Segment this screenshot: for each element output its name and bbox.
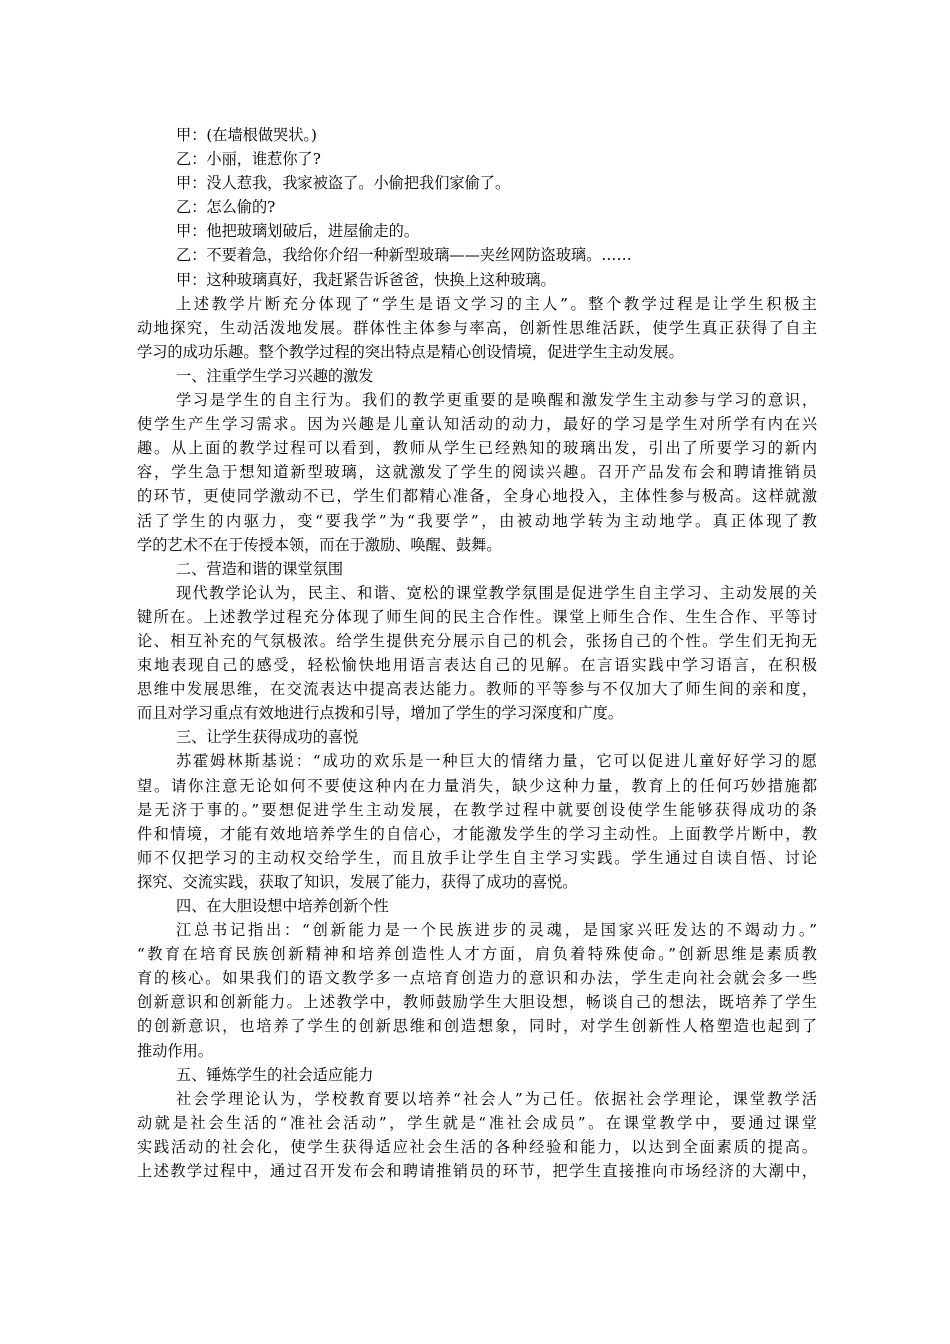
paragraph-line: 束地表现自己的感受，轻松愉快地用语言表达自己的见解。在言语实践中学习语言，在积极 xyxy=(137,656,817,675)
intro-paragraph xyxy=(137,292,817,364)
paragraph-line: 探究、交流实践，获取了知识，发展了能力，获得了成功的喜悦。 xyxy=(137,872,578,891)
section-paragraph xyxy=(137,1087,817,1183)
paragraph-line: 件和情境，才能有效地培养学生的自信心，才能激发学生的学习主动性。上面教学片断中，教 xyxy=(137,824,817,843)
dialogue-line: 甲：这种玻璃真好，我赶紧告诉爸爸，快换上这种玻璃。 xyxy=(176,270,556,289)
paragraph-line: 创新意识和创新能力。上述教学中，教师鼓励学生大胆设想，畅谈自己的想法，既培养了学生 xyxy=(137,993,817,1012)
dialogue-line: 乙：怎么偷的? xyxy=(176,198,276,217)
paragraph-line: 推动作用。 xyxy=(137,1041,213,1060)
document-page xyxy=(137,123,817,1183)
paragraph-line: 现代教学论认为，民主、和谐、宽松的课堂教学氛围是促进学生自主学习、主动发展的关 xyxy=(176,583,817,602)
section-paragraph xyxy=(137,388,817,557)
section-heading: 一、注重学生学习兴趣的激发 xyxy=(176,366,374,385)
paragraph-line: 社会学理论认为，学校教育要以培养“社会人”为己任。依据社会学理论，课堂教学活 xyxy=(176,1089,817,1108)
paragraph-line: 动地探究，生动活泼地发展。群体性主体参与率高，创新性思维活跃，使学生真正获得了自主 xyxy=(137,318,817,337)
paragraph-line: 江总书记指出：“创新能力是一个民族进步的灵魂，是国家兴旺发达的不竭动力。” xyxy=(176,921,817,940)
paragraph-line: 而且对学习重点有效地进行点拨和引导，增加了学生的学习深度和广度。 xyxy=(137,704,623,723)
paragraph-line: 上述教学片断充分体现了“学生是语文学习的主人”。整个教学过程是让学生积极主 xyxy=(176,294,817,313)
paragraph-line: 论、相互补充的气氛极浓。给学生提供充分展示自己的机会，张扬自己的个性。学生们无拘无 xyxy=(137,631,817,650)
section-paragraph xyxy=(137,749,817,894)
paragraph-line: 学的艺术不在于传授本领，而在于激励、唤醒、鼓舞。 xyxy=(137,535,502,554)
section-heading: 四、在大胆设想中培养创新个性 xyxy=(176,897,389,915)
dialogue-line: 甲：(在墙根做哭状。) xyxy=(176,126,317,144)
paragraph-line: 育的核心。如果我们的语文教学多一点培育创造力的意识和办法，学生走向社会就会多一些 xyxy=(137,969,817,988)
paragraph-line: 的创新意识，也培养了学生的创新思维和创造想象，同时，对学生创新性人格塑造也起到了 xyxy=(137,1017,817,1036)
paragraph-line: 望。请你注意无论如何不要使这种内在力量消失，缺少这种力量，教育上的任何巧妙措施都 xyxy=(137,776,817,795)
dialogue-line: 乙：小丽，谁惹你了? xyxy=(176,150,321,169)
paragraph-line: 趣。从上面的教学过程可以看到，教师从学生已经熟知的玻璃出发，引出了所要学习的新内 xyxy=(137,439,817,458)
paragraph-line: 动就是社会生活的“准社会活动”，学生就是“准社会成员”。在课堂教学中，要通过课堂 xyxy=(137,1113,817,1132)
paragraph-line: 实践活动的社会化，使学生获得适应社会生活的各种经验和能力，以达到全面素质的提高。 xyxy=(137,1137,817,1156)
paragraph-line: 苏霍姆林斯基说：“成功的欢乐是一种巨大的情绪力量，它可以促进儿童好好学习的愿 xyxy=(176,752,817,771)
paragraph-line: 容，学生急于想知道新型玻璃，这就激发了学生的阅读兴趣。召开产品发布会和聘请推销员 xyxy=(137,463,817,482)
section-heading: 二、营造和谐的课堂氛围 xyxy=(176,559,344,578)
section-paragraph xyxy=(137,918,817,1063)
section-paragraph xyxy=(137,581,817,726)
paragraph-line: 使学生产生学习需求。因为兴趣是儿童认知活动的动力，最好的学习是学生对所学有内在兴 xyxy=(137,415,817,434)
dialogue-line: 甲：他把玻璃划破后，进屋偷走的。 xyxy=(176,222,419,241)
dialogue-block xyxy=(137,123,817,292)
dialogue-line: 乙：不要着急，我给你介绍一种新型玻璃——夹丝网防盗玻璃。…… xyxy=(176,246,632,265)
paragraph-line: 是无济于事的。”要想促进学生主动发展，在教学过程中就要创设使学生能够获得成功的条 xyxy=(137,800,817,819)
paragraph-line: “教育在培育民族创新精神和培养创造性人才方面，肩负着特殊使命。”创新思维是素质教 xyxy=(137,945,817,964)
paragraph-line: 活了学生的内驱力，变“要我学”为“我要学”，由被动地学转为主动地学。真正体现了教 xyxy=(137,511,817,530)
paragraph-line: 学习是学生的自主行为。我们的教学更重要的是唤醒和激发学生主动参与学习的意识， xyxy=(176,391,817,410)
dialogue-line: 甲：没人惹我，我家被盗了。小偷把我们家偷了。 xyxy=(176,174,511,193)
paragraph-line: 键所在。上述教学过程充分体现了师生间的民主合作性。课堂上师生合作、生生合作、平等讨 xyxy=(137,607,817,626)
paragraph-line: 师不仅把学习的主动权交给学生，而且放手让学生自主学习实践。学生通过自读自悟、讨论 xyxy=(137,848,817,867)
paragraph-line: 上述教学过程中，通过召开发布会和聘请推销员的环节，把学生直接推向市场经济的大潮中， xyxy=(137,1162,817,1181)
section-heading: 五、锤炼学生的社会适应能力 xyxy=(176,1065,374,1084)
section-heading: 三、让学生获得成功的喜悦 xyxy=(176,728,359,747)
paragraph-line: 的环节，更使同学激动不已，学生们都精心准备，全身心地投入，主体性参与极高。这样就激 xyxy=(137,487,817,506)
paragraph-line: 思维中发展思维，在交流表达中提高表达能力。教师的平等参与不仅加大了师生间的亲和度， xyxy=(137,680,817,699)
paragraph-line: 学习的成功乐趣。整个教学过程的突出特点是精心创设情境，促进学生主动发展。 xyxy=(137,342,684,361)
